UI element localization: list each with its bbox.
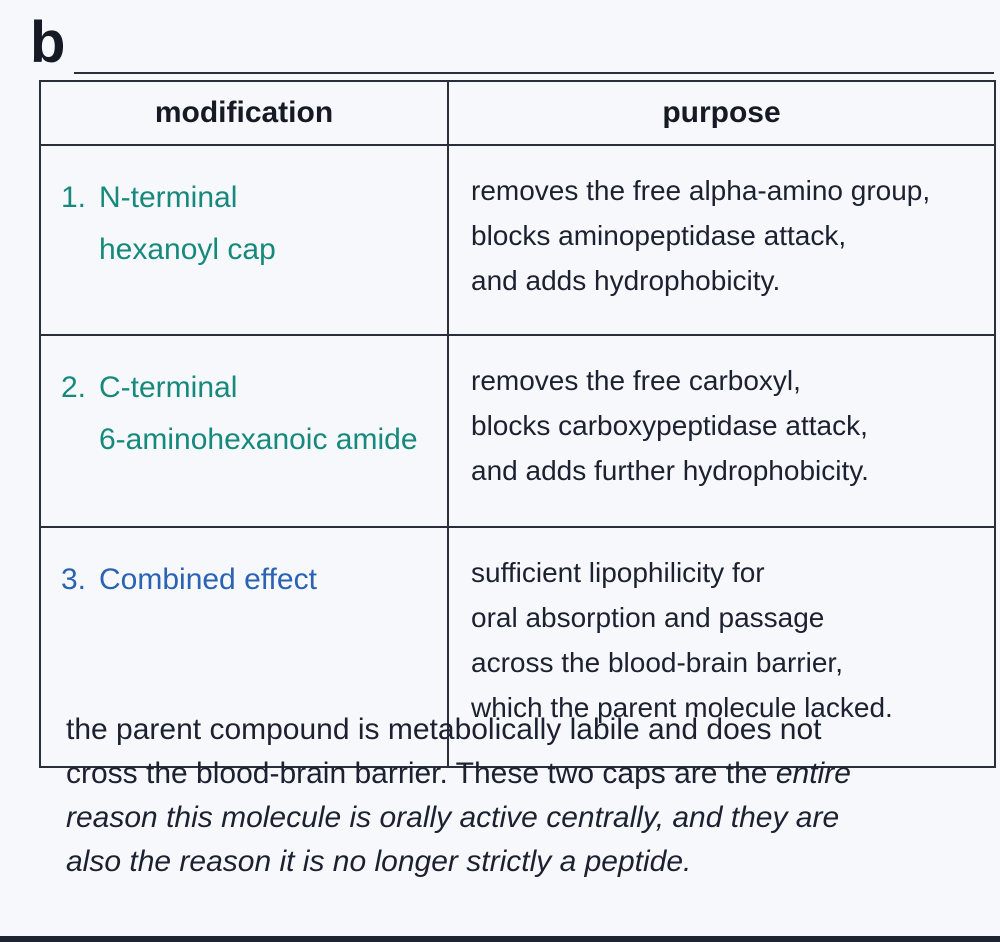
purpose-cell (448, 335, 995, 527)
emphasis: entire (775, 757, 851, 790)
row-number: 1. (61, 181, 87, 214)
modification-cell (40, 145, 448, 335)
modification-line: 3. Combined effect (61, 554, 447, 606)
note-line: also the reason it is no longer strictly a peptide. (66, 845, 692, 878)
modifications-table (39, 80, 996, 768)
purpose-line: across the blood-brain barrier, (471, 647, 843, 678)
header-purpose: purpose (448, 81, 995, 145)
purpose-line: oral absorption and passage (471, 602, 825, 633)
purpose-line: and adds hydrophobicity. (471, 265, 781, 296)
explanatory-note (66, 708, 966, 884)
note-line: the parent compound is metabolically labile and does not (66, 713, 822, 746)
modification-line: 2. C-terminal (61, 362, 447, 414)
header-modification: modification (40, 81, 448, 145)
note-line: reason this molecule is orally active centrally, and they are (66, 801, 840, 834)
purpose-line: blocks aminopeptidase attack, (471, 220, 847, 251)
modification-line: 1. N-terminal (61, 172, 447, 224)
purpose-line: removes the free carboxyl, (471, 365, 801, 396)
table-row (40, 335, 995, 527)
purpose-line: removes the free alpha-amino group, (471, 175, 931, 206)
row-number: 2. (61, 371, 87, 404)
table-header-row (40, 81, 995, 145)
purpose-line: blocks carboxypeptidase attack, (471, 410, 868, 441)
modification-cell (40, 335, 448, 527)
bottom-frame-border (0, 936, 1000, 942)
panel-label-rule (74, 72, 994, 74)
note-line: cross the blood-brain barrier. These two caps are the entire (66, 757, 851, 790)
purpose-line: which the parent molecule lacked. (471, 692, 893, 723)
purpose-line: and adds further hydrophobicity. (471, 455, 869, 486)
purpose-cell (448, 145, 995, 335)
panel-label: b (30, 10, 66, 75)
modification-line: 6-aminohexanoic amide (99, 423, 418, 456)
purpose-line: sufficient lipophilicity for (471, 557, 765, 588)
row-number: 3. (61, 563, 87, 596)
table-row (40, 145, 995, 335)
modification-line: hexanoyl cap (99, 233, 276, 266)
